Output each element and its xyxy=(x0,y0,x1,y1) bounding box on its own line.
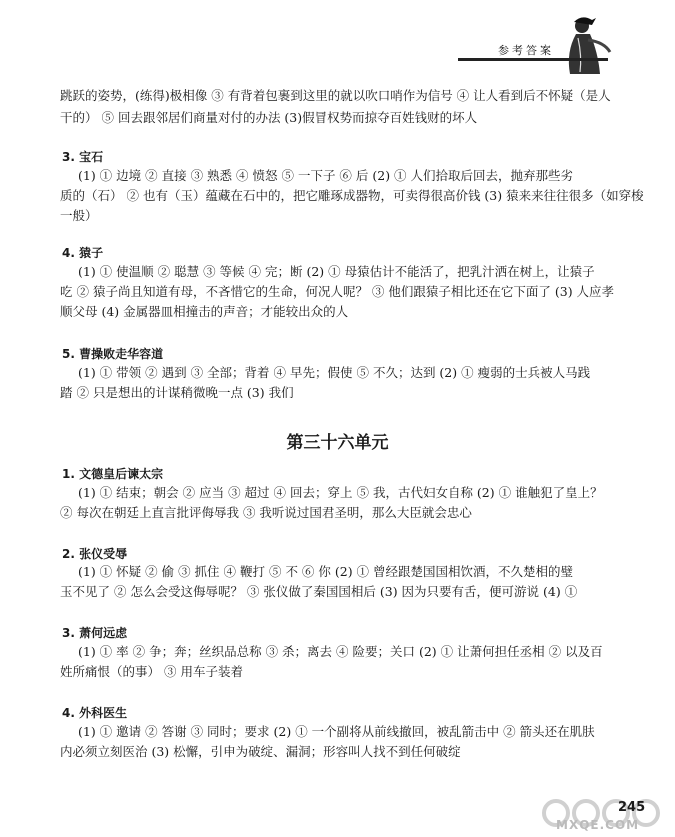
section-heading: 5. 曹操败走华容道 xyxy=(62,347,164,361)
intro-line: 干的） ⑤ 回去跟邻居们商量对付的办法 (3)假冒权势而掠夺百姓钱财的坏人 xyxy=(60,110,478,125)
header-label: 参考答案 xyxy=(498,44,554,57)
section-heading: 3. 萧何远虑 xyxy=(62,626,128,640)
answer-line: 踏 ② 只是想出的计谋稍微晚一点 (3) 我们 xyxy=(60,385,294,400)
unit-title: 第三十六单元 xyxy=(286,433,389,453)
answer-line: 质的（石） ② 也有（玉）蕴藏在石中的，把它雕琢成器物，可卖得很高价钱 (3) 猿来来往往很多（如穿梭 xyxy=(60,188,644,203)
section-heading: 4. 猿子 xyxy=(62,246,104,260)
answer-line: (1) ① 邀请 ② 答谢 ③ 同时；要求 (2) ① 一个副将从前线撤回，被乱箭击中 ② 箭头还在肌肤 xyxy=(78,724,595,739)
answer-line: 姓所痛恨（的事） ③ 用车子装着 xyxy=(60,664,243,679)
answer-line: 吃 ② 猿子尚且知道有母，不吝惜它的生命，何况人呢？ ③ 他们跟猿子相比还在它下面了 (3) 人应孝 xyxy=(60,284,615,299)
watermark-text: MXQE.COM xyxy=(556,818,640,832)
section-heading: 1. 文德皇后谏太宗 xyxy=(62,467,164,481)
page-number: 245 xyxy=(618,800,646,815)
answer-line: (1) ① 结束；朝会 ② 应当 ③ 超过 ④ 回去；穿上 ⑤ 我，古代妇女自称 (2) ① 谁触犯了皇上？ xyxy=(78,485,603,500)
header-rule xyxy=(458,58,608,61)
section-heading: 3. 宝石 xyxy=(62,150,104,164)
answer-line: ② 每次在朝廷上直言批评侮辱我 ③ 我听说过国君圣明，那么大臣就会忠心 xyxy=(60,505,472,520)
answer-line: 玉不见了 ② 怎么会受这侮辱呢？ ③ 张仪做了秦国国相后 (3) 因为只要有舌，便可游说 (4) ① xyxy=(60,584,578,599)
section-heading: 4. 外科医生 xyxy=(62,706,128,720)
intro-line: 跳跃的姿势，(练得)极相像 ③ 有背着包裹到这里的就以吹口哨作为信号 ④ 让人看到后不怀疑（是人 xyxy=(60,88,611,103)
answer-line: (1) ① 带领 ② 遇到 ③ 全部；背着 ④ 早先；假使 ⑤ 不久；达到 (2) ① 瘦弱的士兵被人马践 xyxy=(78,365,591,380)
section-heading: 2. 张仪受辱 xyxy=(62,547,128,561)
answer-line: 内必须立刻医治 (3) 松懈，引申为破绽、漏洞；形容叫人找不到任何破绽 xyxy=(60,744,461,759)
answer-line: (1) ① 怀疑 ② 偷 ③ 抓住 ④ 鞭打 ⑤ 不 ⑥ 你 (2) ① 曾经跟楚国国相饮酒，不久楚相的璧 xyxy=(78,564,574,579)
answer-line: 顺父母 (4) 金属器皿相撞击的声音；才能较出众的人 xyxy=(60,304,349,319)
answer-line: (1) ① 边境 ② 直接 ③ 熟悉 ④ 愤怒 ⑤ 一下子 ⑥ 后 (2) ① 人们拾取后回去，抛弃那些劣 xyxy=(78,168,574,183)
answer-line: (1) ① 使温顺 ② 聪慧 ③ 等候 ④ 完；断 (2) ① 母猿估计不能活了，把乳汁洒在树上，让猿子 xyxy=(78,264,595,279)
answer-line: 一般） xyxy=(60,208,98,223)
answer-line: (1) ① 率 ② 争；奔；丝织品总称 ③ 杀；离去 ④ 险要；关口 (2) ① 让萧何担任丞相 ② 以及百 xyxy=(78,644,603,659)
